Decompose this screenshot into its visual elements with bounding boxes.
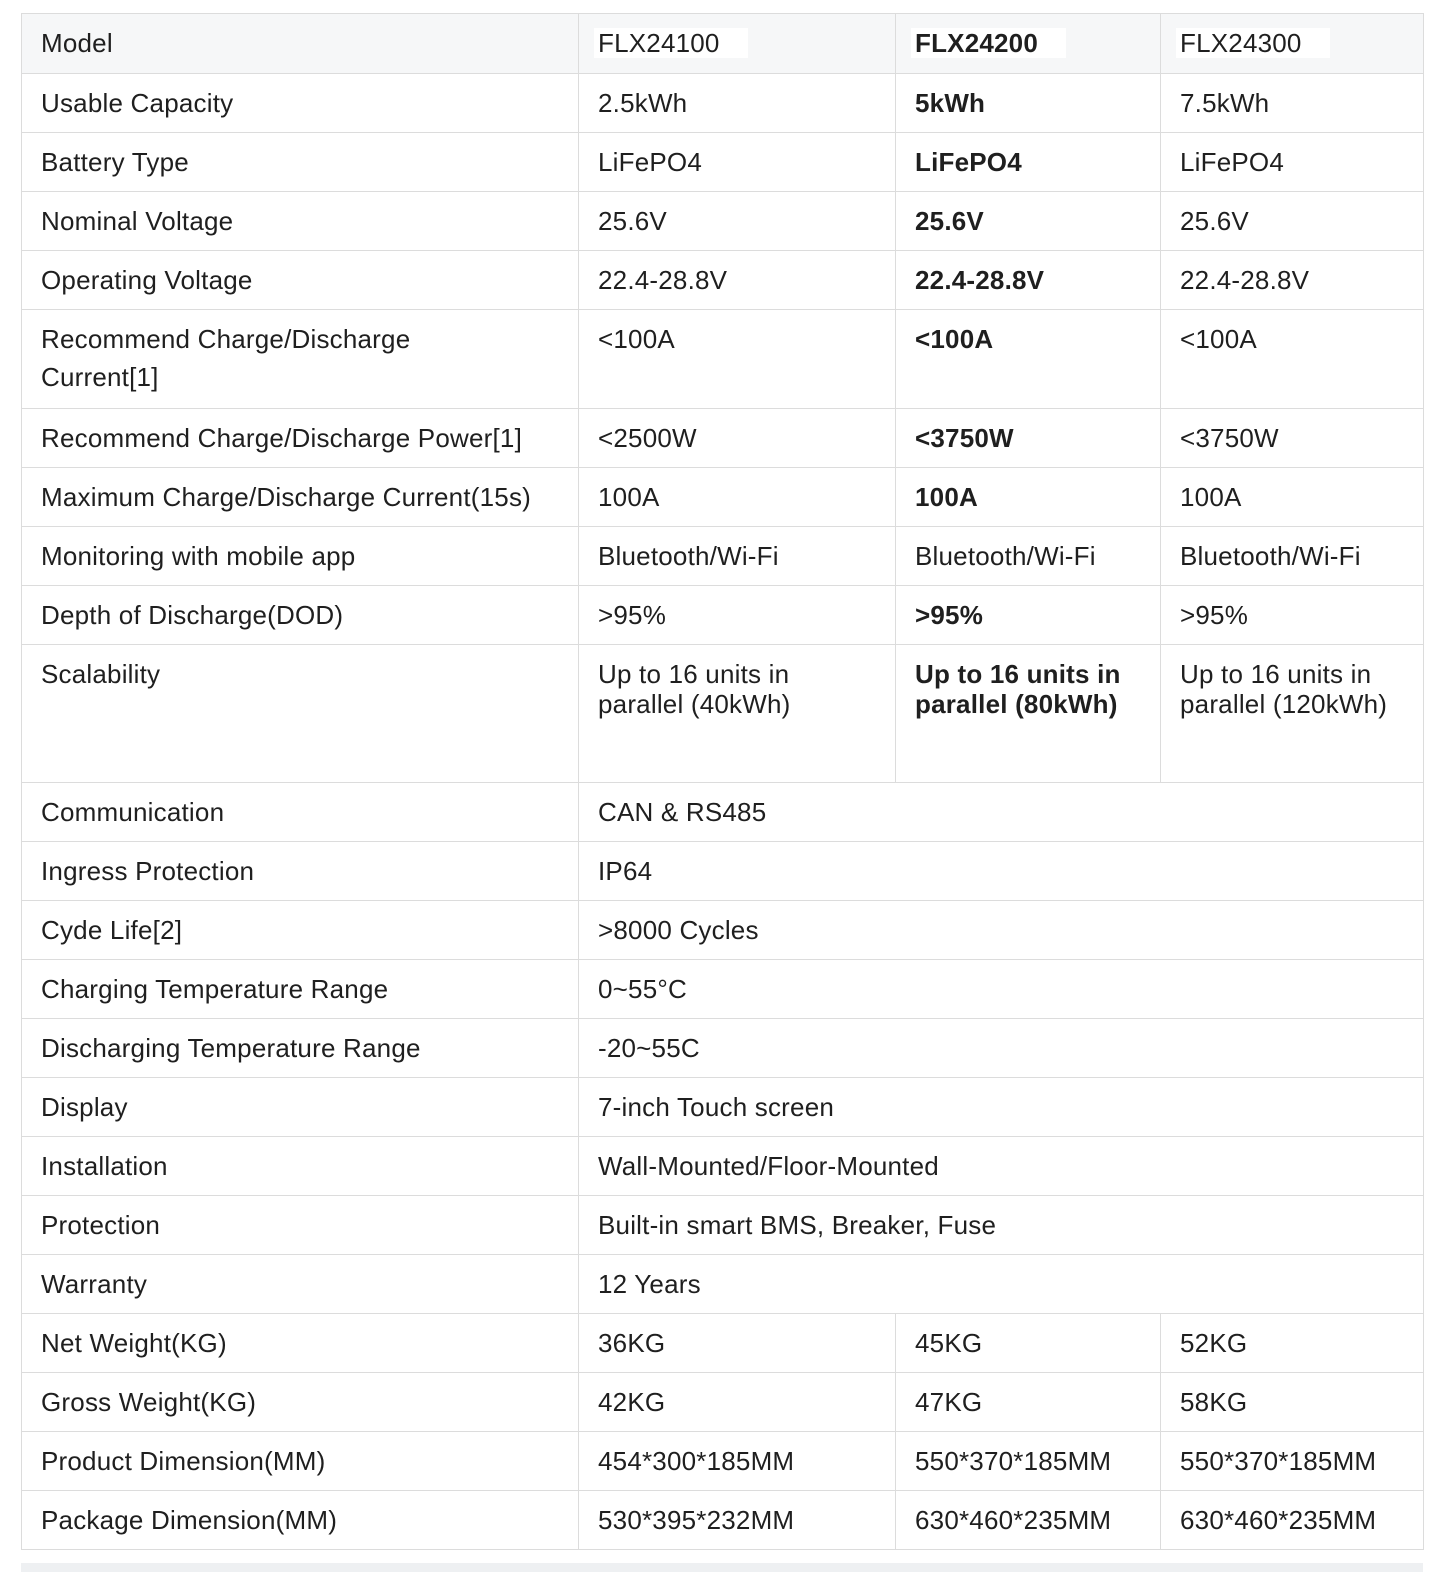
cell-value: >95% — [896, 586, 1161, 645]
cell-value: 25.6V — [579, 192, 896, 251]
table-row — [22, 409, 1424, 468]
cell-value: >95% — [579, 586, 896, 645]
cell-value: 630*460*235MM — [896, 1491, 1161, 1550]
table-row — [22, 192, 1424, 251]
cell-value: 47KG — [896, 1373, 1161, 1432]
row-label: Nominal Voltage — [22, 192, 579, 251]
cell-value: Wall-Mounted/Floor-Mounted — [579, 1137, 1424, 1196]
row-label-line: Current[1] — [41, 362, 159, 392]
row-label: Discharging Temperature Range — [22, 1019, 579, 1078]
cell-value — [579, 645, 896, 783]
model-label: Model — [22, 14, 579, 74]
cell-value: 12 Years — [579, 1255, 1424, 1314]
table-row — [22, 133, 1424, 192]
cell-value: 550*370*185MM — [1161, 1432, 1424, 1491]
table-row — [22, 468, 1424, 527]
cell-value — [896, 645, 1161, 783]
row-label: Monitoring with mobile app — [22, 527, 579, 586]
cell-value: 454*300*185MM — [579, 1432, 896, 1491]
row-label: Installation — [22, 1137, 579, 1196]
table-row — [22, 74, 1424, 133]
cell-line: Up to 16 units in — [915, 659, 1121, 689]
cell-value: 550*370*185MM — [896, 1432, 1161, 1491]
row-label: Product Dimension(MM) — [22, 1432, 579, 1491]
cell-value: 22.4-28.8V — [579, 251, 896, 310]
cell-line: parallel (120kWh) — [1180, 689, 1388, 719]
model-cell — [1161, 14, 1424, 74]
cell-value: 100A — [1161, 468, 1424, 527]
row-label: Charging Temperature Range — [22, 960, 579, 1019]
cell-value: LiFePO4 — [1161, 133, 1424, 192]
cell-line: Up to 16 units in — [1180, 659, 1372, 689]
row-label: Operating Voltage — [22, 251, 579, 310]
cell-value: 25.6V — [896, 192, 1161, 251]
cell-value: 7-inch Touch screen — [579, 1078, 1424, 1137]
table-row — [22, 1255, 1424, 1314]
cell-value: <100A — [896, 310, 1161, 409]
cell-line: parallel (80kWh) — [915, 689, 1118, 719]
row-label: Package Dimension(MM) — [22, 1491, 579, 1550]
table-row — [22, 1196, 1424, 1255]
cell-value: <3750W — [1161, 409, 1424, 468]
cell-value: 7.5kWh — [1161, 74, 1424, 133]
model-name: FLX24100 — [594, 28, 748, 58]
bottom-divider — [21, 1563, 1423, 1572]
cell-value: 52KG — [1161, 1314, 1424, 1373]
cell-value: 100A — [896, 468, 1161, 527]
cell-value: 5kWh — [896, 74, 1161, 133]
cell-value: 100A — [579, 468, 896, 527]
cell-value: <100A — [579, 310, 896, 409]
table-row — [22, 1019, 1424, 1078]
model-name: FLX24300 — [1176, 28, 1330, 58]
cell-value: 630*460*235MM — [1161, 1491, 1424, 1550]
table-row — [22, 310, 1424, 409]
cell-value: 22.4-28.8V — [1161, 251, 1424, 310]
table-row — [22, 527, 1424, 586]
cell-line: parallel (40kWh) — [598, 689, 791, 719]
cell-value: <2500W — [579, 409, 896, 468]
header-row — [22, 14, 1424, 74]
cell-value: -20~55C — [579, 1019, 1424, 1078]
table-row — [22, 1432, 1424, 1491]
table-row — [22, 1314, 1424, 1373]
cell-value: CAN & RS485 — [579, 783, 1424, 842]
row-label: Ingress Protection — [22, 842, 579, 901]
cell-value: IP64 — [579, 842, 1424, 901]
table-row — [22, 645, 1424, 783]
cell-value: 0~55°C — [579, 960, 1424, 1019]
cell-value: <3750W — [896, 409, 1161, 468]
cell-value: Bluetooth/Wi-Fi — [1161, 527, 1424, 586]
cell-value: <100A — [1161, 310, 1424, 409]
cell-value: >8000 Cycles — [579, 901, 1424, 960]
cell-value: 36KG — [579, 1314, 896, 1373]
cell-value: 22.4-28.8V — [896, 251, 1161, 310]
row-label: Maximum Charge/Discharge Current(15s) — [22, 468, 579, 527]
row-label: Warranty — [22, 1255, 579, 1314]
row-label: Scalability — [22, 645, 579, 783]
row-label: Communication — [22, 783, 579, 842]
row-label — [22, 310, 579, 409]
row-label: Usable Capacity — [22, 74, 579, 133]
table-row — [22, 842, 1424, 901]
row-label: Depth of Discharge(DOD) — [22, 586, 579, 645]
cell-value: 25.6V — [1161, 192, 1424, 251]
table-row — [22, 960, 1424, 1019]
row-label: Recommend Charge/Discharge Power[1] — [22, 409, 579, 468]
table-row — [22, 901, 1424, 960]
cell-value: 45KG — [896, 1314, 1161, 1373]
cell-value: LiFePO4 — [896, 133, 1161, 192]
cell-value: Bluetooth/Wi-Fi — [896, 527, 1161, 586]
table-row — [22, 783, 1424, 842]
cell-value: 2.5kWh — [579, 74, 896, 133]
table-row — [22, 1491, 1424, 1550]
table-row — [22, 251, 1424, 310]
model-cell — [579, 14, 896, 74]
cell-value: 58KG — [1161, 1373, 1424, 1432]
model-cell — [896, 14, 1161, 74]
cell-value: Built-in smart BMS, Breaker, Fuse — [579, 1196, 1424, 1255]
cell-value — [1161, 645, 1424, 783]
cell-value: LiFePO4 — [579, 133, 896, 192]
row-label-line: Recommend Charge/Discharge — [41, 324, 411, 354]
row-label: Battery Type — [22, 133, 579, 192]
cell-value: 530*395*232MM — [579, 1491, 896, 1550]
cell-value: Bluetooth/Wi-Fi — [579, 527, 896, 586]
row-label: Cyde Life[2] — [22, 901, 579, 960]
spec-table — [21, 13, 1424, 1550]
table-row — [22, 1078, 1424, 1137]
cell-value: >95% — [1161, 586, 1424, 645]
row-label: Protection — [22, 1196, 579, 1255]
row-label: Net Weight(KG) — [22, 1314, 579, 1373]
table-row — [22, 1137, 1424, 1196]
row-label: Display — [22, 1078, 579, 1137]
model-name: FLX24200 — [911, 28, 1066, 58]
table-row — [22, 586, 1424, 645]
cell-value: 42KG — [579, 1373, 896, 1432]
row-label: Gross Weight(KG) — [22, 1373, 579, 1432]
table-row — [22, 1373, 1424, 1432]
cell-line: Up to 16 units in — [598, 659, 790, 689]
